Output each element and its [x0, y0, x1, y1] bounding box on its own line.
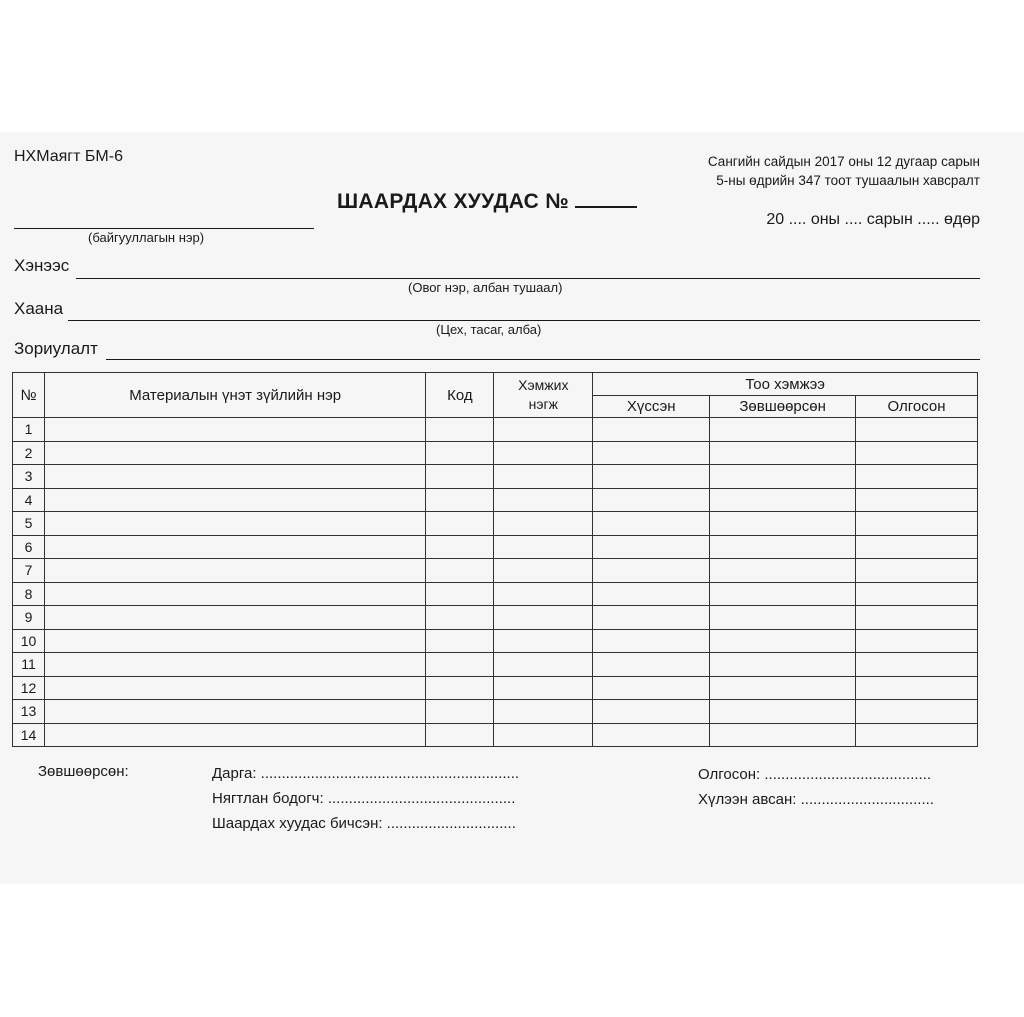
where-label: Хаана: [14, 299, 64, 318]
header-no: №: [13, 373, 45, 418]
name-cell[interactable]: [44, 441, 425, 465]
requested-cell[interactable]: [593, 465, 710, 489]
requested-cell[interactable]: [593, 441, 710, 465]
received-cell[interactable]: [856, 653, 978, 677]
approved-label: Зөвшөөрсөн:: [38, 763, 129, 780]
table-row: [13, 512, 978, 536]
approved-cell[interactable]: [710, 676, 856, 700]
row-number: 6: [13, 535, 45, 559]
received-cell[interactable]: [856, 465, 978, 489]
received-signature[interactable]: Хүлээн авсан: ................................: [698, 791, 934, 808]
table-row: [13, 700, 978, 724]
table-row: [13, 629, 978, 653]
row-number: 14: [13, 723, 45, 747]
row-number: 8: [13, 582, 45, 606]
requested-cell[interactable]: [593, 418, 710, 442]
org-name-hint: (байгууллагын нэр): [88, 230, 205, 245]
approved-cell[interactable]: [710, 723, 856, 747]
form-code: НХМаягт БМ-6: [14, 148, 123, 165]
row-number: 3: [13, 465, 45, 489]
from-hint: (Овог нэр, албан тушаал): [408, 280, 563, 295]
name-cell[interactable]: [44, 700, 425, 724]
where-blank[interactable]: [68, 320, 980, 321]
table-row: [13, 465, 978, 489]
items-table: [12, 372, 978, 747]
header-unit: Хэмжих нэгж: [494, 373, 593, 418]
approved-cell[interactable]: [710, 606, 856, 630]
code-cell[interactable]: [426, 676, 494, 700]
approved-cell[interactable]: [710, 559, 856, 583]
approved-cell[interactable]: [710, 465, 856, 489]
table-row: [13, 418, 978, 442]
received-cell[interactable]: [856, 535, 978, 559]
name-cell[interactable]: [44, 418, 425, 442]
unit-cell[interactable]: [494, 606, 593, 630]
unit-cell[interactable]: [494, 582, 593, 606]
row-number: 5: [13, 512, 45, 536]
table-row: [13, 723, 978, 747]
name-cell[interactable]: [44, 559, 425, 583]
writer-signature[interactable]: Шаардах хуудас бичсэн: ...............................: [212, 815, 516, 832]
approved-cell[interactable]: [710, 441, 856, 465]
requested-cell[interactable]: [593, 606, 710, 630]
code-cell[interactable]: [426, 559, 494, 583]
received-cell[interactable]: [856, 723, 978, 747]
received-cell[interactable]: [856, 606, 978, 630]
row-number: 1: [13, 418, 45, 442]
accountant-signature[interactable]: Нягтлан бодогч: .............................................: [212, 790, 516, 807]
name-cell[interactable]: [44, 512, 425, 536]
unit-cell[interactable]: [494, 418, 593, 442]
received-cell[interactable]: [856, 512, 978, 536]
approved-cell[interactable]: [710, 700, 856, 724]
unit-cell[interactable]: [494, 653, 593, 677]
requested-cell[interactable]: [593, 700, 710, 724]
code-cell[interactable]: [426, 488, 494, 512]
approved-cell[interactable]: [710, 653, 856, 677]
name-cell[interactable]: [44, 582, 425, 606]
received-cell[interactable]: [856, 582, 978, 606]
approved-cell[interactable]: [710, 512, 856, 536]
row-number: 2: [13, 441, 45, 465]
table-row: [13, 676, 978, 700]
unit-cell[interactable]: [494, 465, 593, 489]
table-row: [13, 441, 978, 465]
decree-line-1: Сангийн сайдын 2017 оны 12 дугаар сарын: [707, 154, 980, 169]
code-cell[interactable]: [426, 535, 494, 559]
requested-cell[interactable]: [593, 629, 710, 653]
code-cell[interactable]: [426, 606, 494, 630]
name-cell[interactable]: [44, 629, 425, 653]
requested-cell[interactable]: [593, 559, 710, 583]
code-cell[interactable]: [426, 629, 494, 653]
head-signature[interactable]: Дарга: ..............................................................: [212, 765, 520, 782]
date-line: 20 .... оны .... сарын ..... өдөр: [766, 211, 980, 228]
header-qty: Тоо хэмжээ: [593, 373, 978, 396]
name-cell[interactable]: [44, 606, 425, 630]
row-number: 12: [13, 676, 45, 700]
row-number: 7: [13, 559, 45, 583]
unit-cell[interactable]: [494, 723, 593, 747]
header-approved: Зөвшөөрсөн: [710, 396, 856, 418]
requested-cell[interactable]: [593, 535, 710, 559]
requested-cell[interactable]: [593, 653, 710, 677]
org-name-blank[interactable]: [14, 228, 314, 229]
decree-line-2: 5-ны өдрийн 347 тоот тушаалын хавсралт: [716, 173, 980, 188]
unit-cell[interactable]: [494, 512, 593, 536]
approved-cell[interactable]: [710, 629, 856, 653]
received-cell[interactable]: [856, 629, 978, 653]
approved-cell[interactable]: [710, 535, 856, 559]
approved-cell[interactable]: [710, 582, 856, 606]
code-cell[interactable]: [426, 465, 494, 489]
name-cell[interactable]: [44, 676, 425, 700]
decree-note: [708, 152, 980, 190]
unit-cell[interactable]: [494, 700, 593, 724]
number-blank[interactable]: [575, 190, 637, 208]
header-requested: Хүссэн: [593, 396, 710, 418]
received-cell[interactable]: [856, 441, 978, 465]
table-row: [13, 653, 978, 677]
received-cell[interactable]: [856, 676, 978, 700]
code-cell[interactable]: [426, 418, 494, 442]
table-row: [13, 606, 978, 630]
purpose-label: Зориулалт: [14, 339, 98, 358]
requested-cell[interactable]: [593, 676, 710, 700]
requested-cell[interactable]: [593, 582, 710, 606]
form-title-text: ШААРДАХ ХУУДАС №: [337, 190, 569, 213]
name-cell[interactable]: [44, 723, 425, 747]
requested-cell[interactable]: [593, 512, 710, 536]
row-number: 4: [13, 488, 45, 512]
requested-cell[interactable]: [593, 723, 710, 747]
table-row: [13, 488, 978, 512]
code-cell[interactable]: [426, 723, 494, 747]
received-cell[interactable]: [856, 700, 978, 724]
items-body: [13, 418, 978, 747]
unit-cell[interactable]: [494, 559, 593, 583]
header-name: Материалын үнэт зүйлийн нэр: [44, 373, 425, 418]
name-cell[interactable]: [44, 653, 425, 677]
table-row: [13, 559, 978, 583]
code-cell[interactable]: [426, 441, 494, 465]
where-hint: (Цех, тасаг, алба): [436, 322, 542, 337]
received-cell[interactable]: [856, 559, 978, 583]
header-code: Код: [426, 373, 494, 418]
code-cell[interactable]: [426, 653, 494, 677]
code-cell[interactable]: [426, 700, 494, 724]
name-cell[interactable]: [44, 465, 425, 489]
requested-cell[interactable]: [593, 488, 710, 512]
table-row: [13, 535, 978, 559]
approved-cell[interactable]: [710, 418, 856, 442]
code-cell[interactable]: [426, 582, 494, 606]
form-title: [337, 190, 637, 214]
approved-cell[interactable]: [710, 488, 856, 512]
issued-signature[interactable]: Олгосон: ........................................: [698, 766, 932, 783]
table-row: [13, 582, 978, 606]
code-cell[interactable]: [426, 512, 494, 536]
unit-cell[interactable]: [494, 629, 593, 653]
name-cell[interactable]: [44, 535, 425, 559]
unit-cell[interactable]: [494, 488, 593, 512]
row-number: 10: [13, 629, 45, 653]
name-cell[interactable]: [44, 488, 425, 512]
purpose-blank[interactable]: [106, 359, 980, 360]
row-number: 9: [13, 606, 45, 630]
from-label: Хэнээс: [14, 256, 70, 275]
row-number: 13: [13, 700, 45, 724]
unit-cell[interactable]: [494, 676, 593, 700]
header-received: Олгосон: [856, 396, 978, 418]
received-cell[interactable]: [856, 488, 978, 512]
from-blank[interactable]: [76, 278, 980, 279]
row-number: 11: [13, 653, 45, 677]
unit-cell[interactable]: [494, 441, 593, 465]
received-cell[interactable]: [856, 418, 978, 442]
unit-cell[interactable]: [494, 535, 593, 559]
